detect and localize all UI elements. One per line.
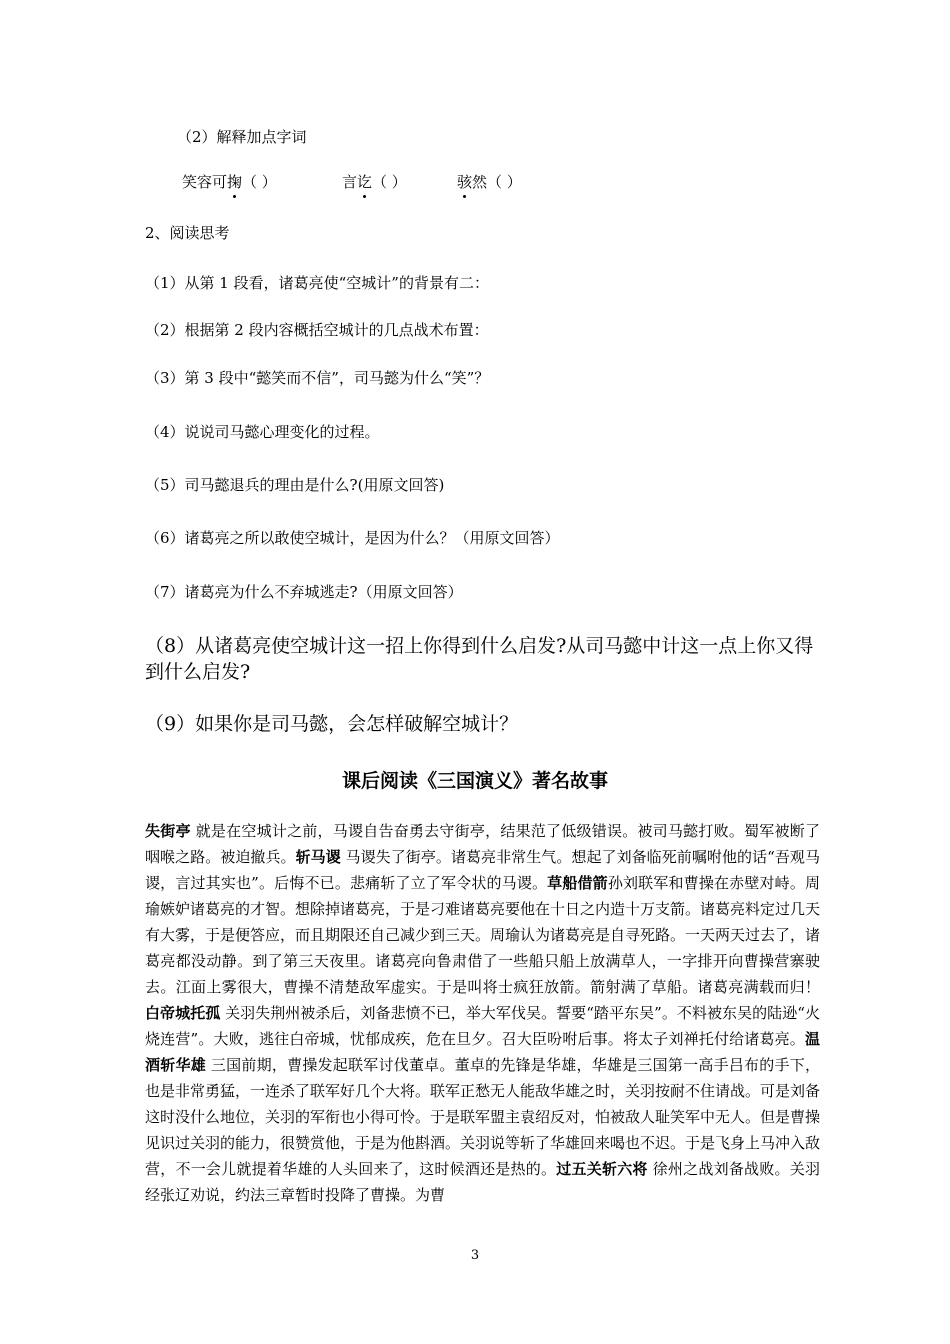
- question-2: （2）根据第 2 段内容概括空城计的几点战术布置：: [145, 321, 489, 339]
- story-text-5: 三国前期，曹操发起联军讨伐董卓。董卓的先锋是华雄，华雄是三国第一高手吕布的手下，也是非常勇猛，一连杀了联军好几个大将。联军正愁无人能敌华雄之时，关羽按耐不住请战。可是刘备这时没什么地位，关羽的军衔也小得可怜。于是联军盟主袁绍反对，怕被敌人耻笑军中无人。但是曹操见识过关羽的能力，很赞赏他，于是为他斟酒。关羽说等斩了华雄回来喝也不迟。于是飞身上马冲入敌营，不一会儿就提着华雄的人头回来了，这时候酒还是热的。: [145, 1056, 821, 1178]
- story-title-6: 过五关斩六将: [556, 1160, 648, 1178]
- dotted-char-hai: 骇: [457, 172, 472, 192]
- question-6: （6）诸葛亮之所以敢使空城计，是因为什么？（用原文回答）: [145, 529, 560, 547]
- story-title-4: 白帝城托孤: [145, 1004, 221, 1022]
- vocab-item-2: 言讫 （ ）: [342, 172, 407, 192]
- vocab-item-3: 骇 然（ ）: [457, 172, 522, 192]
- question-4: （4）说说司马懿心理变化的过程。: [145, 423, 380, 441]
- page-number: 3: [470, 1248, 480, 1263]
- question-5: （5）司马懿退兵的理由是什么?(用原文回答): [145, 476, 445, 494]
- question-3: （3）第 3 段中“懿笑而不信”，司马懿为什么“笑”？: [145, 369, 490, 387]
- reading-passage: [145, 818, 820, 1208]
- story-title-1: 失街亭: [145, 822, 191, 840]
- reading-title: 课后阅读《三国演义》著名故事: [341, 770, 608, 792]
- q2-heading: （2）解释加点字词: [177, 128, 307, 146]
- story-text-2: 马谡失了街亭。诸葛亮非常生气。想起了刘备临死前嘱咐他的话“吾观马谡，言过其实也”。后悔不已。悲痛斩了立了军令状的马谡。: [145, 848, 820, 892]
- question-8-line-1: （8）从诸葛亮使空城计这一招上你得到什么启发?从司马懿中计这一点上你又得: [145, 635, 814, 657]
- story-text-3: 孙刘联军和曹操在赤壁对峙。周瑜嫉妒诸葛亮的才智。想除掉诸葛亮，于是刁难诸葛亮要他在十日之内造十万支箭。诸葛亮料定过几天有大雾，于是便答应，而且期限还自己减少到三天。周瑜认为诸葛亮是自寻死路。一天两天过去了，诸葛亮都没动静。到了第三天夜里。诸葛亮向鲁肃借了一些船只船上放满草人，一字排开向曹操营寨驶去。江面上雾很大，曹操不清楚敌军虚实。于是叫将士疯狂放箭。箭射满了草船。诸葛亮满载而归！: [145, 874, 821, 996]
- story-title-2: 斩马谡: [295, 848, 341, 866]
- story-text-4: 关羽失荆州被杀后，刘备悲愤不已，举大军伐吴。誓要“踏平东吴”。不料被东吴的陆逊“火烧连营”。大败，逃往白帝城，忧郁成疾，危在旦夕。召大臣吩咐后事。将太子刘禅托付给诸葛亮。: [145, 1004, 820, 1048]
- question-8-line-2: 到什么启发?: [145, 661, 251, 683]
- story-text-1: 就是在空城计之前，马谡自告奋勇去守街亭，结果范了低级错误。被司马懿打败。蜀军被断了咽喉之路。被迫撤兵。: [145, 822, 820, 866]
- story-title-5: 温酒斩华雄: [145, 1030, 820, 1074]
- question-9: （9）如果你是司马懿，会怎样破解空城计？: [145, 713, 519, 735]
- question-7: （7）诸葛亮为什么不弃城逃走?（用原文回答）: [145, 583, 463, 601]
- vocab-item-1: 笑容可掬 （ ）: [182, 172, 277, 192]
- question-1: （1）从第 1 段看，诸葛亮使“空城计”的背景有二：: [145, 274, 489, 292]
- story-text-6: 徐州之战刘备战败。关羽经张辽劝说，约法三章暂时投降了曹操。为曹: [145, 1160, 820, 1204]
- story-title-3: 草船借箭: [547, 874, 608, 892]
- dotted-char-qi: 讫: [357, 172, 372, 192]
- dotted-char-ju: 掬: [227, 172, 242, 192]
- section2-heading: 2、阅读思考: [145, 224, 230, 242]
